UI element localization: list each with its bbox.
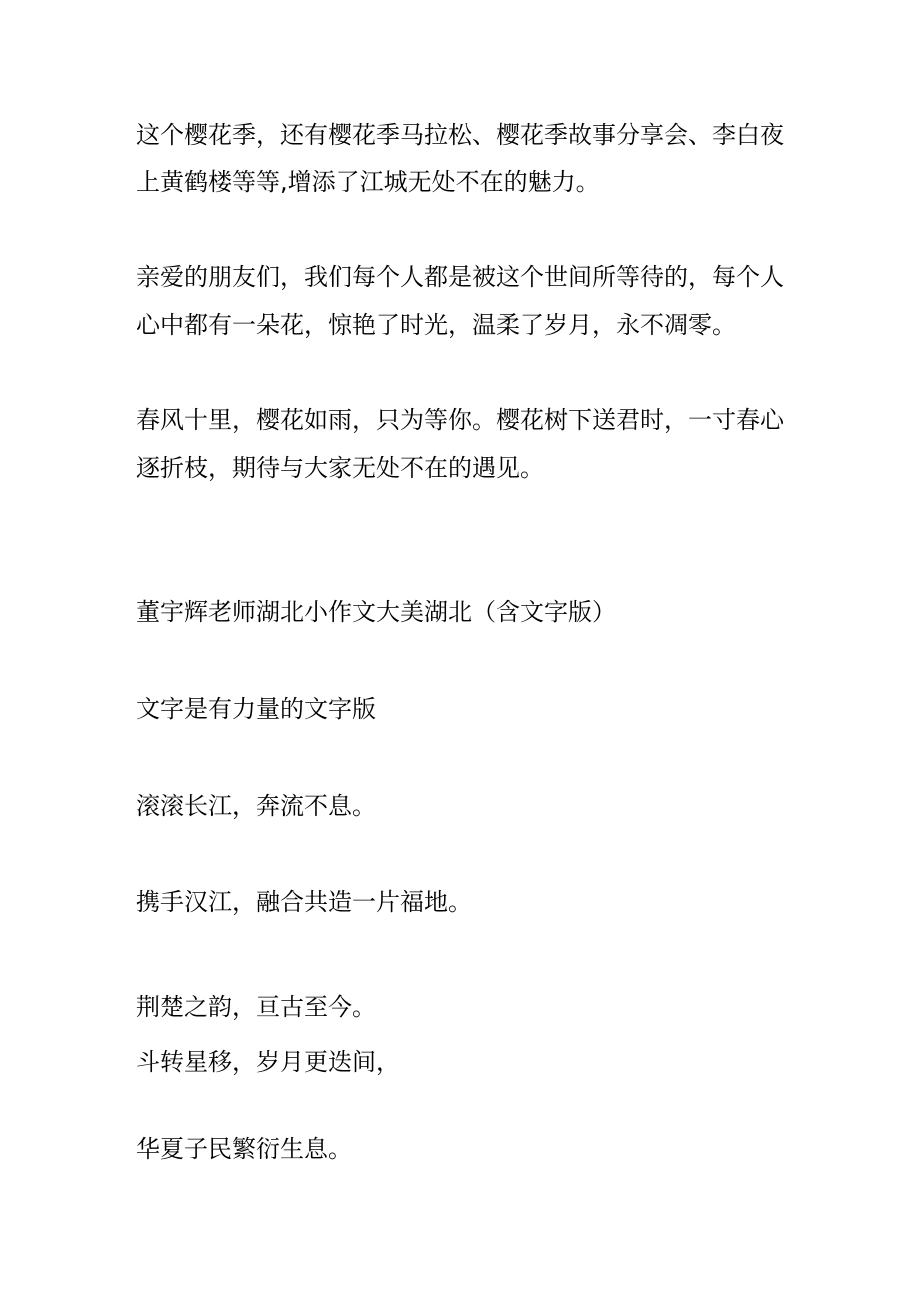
- paragraph-1-line-1: 这个樱花季，还有樱花季马拉松、樱花季故事分享会、李白夜: [136, 121, 784, 149]
- poem-line-4: 斗转星移，岁月更迭间，: [136, 1048, 400, 1076]
- paragraph-2-line-2: 心中都有一朵花，惊艳了时光，温柔了岁月，永不凋零。: [136, 311, 736, 339]
- poem-line-2: 携手汉江，融合共造一片福地。: [136, 888, 472, 916]
- paragraph-2-line-1: 亲爱的朋友们，我们每个人都是被这个世间所等待的，每个人: [136, 263, 784, 291]
- paragraph-3-line-2: 逐折枝，期待与大家无处不在的遇见。: [136, 454, 544, 482]
- paragraph-1-line-2: 上黄鹤楼等等,增添了江城无处不在的魅力。: [136, 168, 600, 196]
- poem-line-5: 华夏子民繁衍生息。: [136, 1135, 352, 1163]
- poem-line-1: 滚滚长江，奔流不息。: [136, 792, 376, 820]
- poem-line-3: 荆楚之韵，亘古至今。: [136, 993, 376, 1021]
- article-subheading: 文字是有力量的文字版: [136, 695, 376, 723]
- paragraph-3-line-1: 春风十里，樱花如雨，只为等你。樱花树下送君时，一寸春心: [136, 406, 784, 434]
- article-heading: 董宇辉老师湖北小作文大美湖北（含文字版）: [136, 598, 616, 626]
